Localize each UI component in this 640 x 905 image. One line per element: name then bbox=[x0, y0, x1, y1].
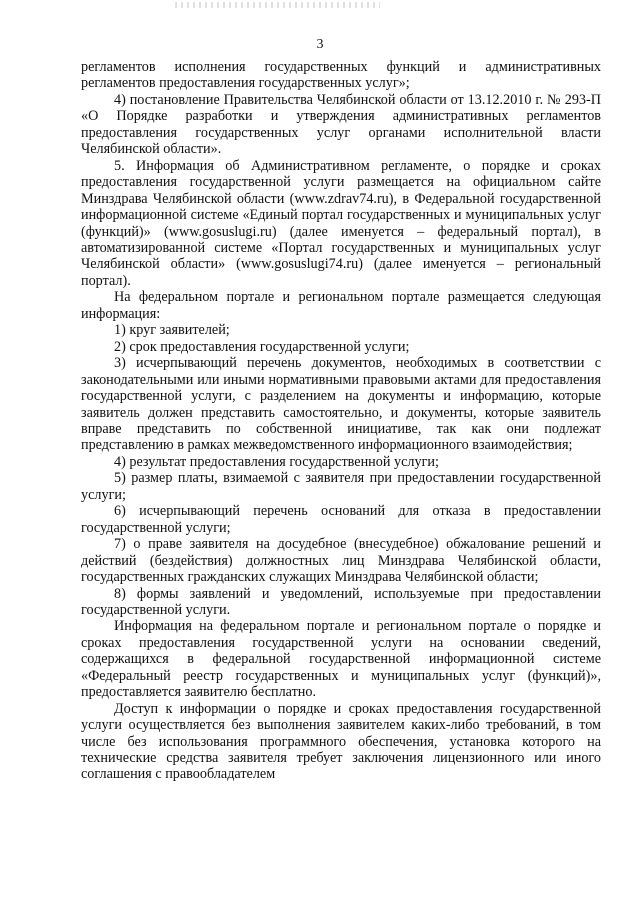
list-item: 6) исчерпывающий перечень оснований для отказа в предоставлении государственной услуги; bbox=[81, 503, 601, 536]
paragraph: Доступ к информации о порядке и сроках предоставления государственной услуги осуществляется без выполнения заявителем каких-либо требований, в том числе без использования программного обеспечения, установка которого на технические средства заявителя требует заключения лицензионного или иного соглашения с правообладателем bbox=[81, 700, 601, 783]
paragraph: На федеральном портале и региональном портале размещается следующая информация: bbox=[81, 289, 601, 322]
paragraph: 4) постановление Правительства Челябинской области от 13.12.2010 г. № 293-П «О Порядке разработки и утверждения административных регламентов предоставления государственных услуг органами исполнительной власти Челябинской области». bbox=[81, 91, 601, 158]
list-item: 7) о праве заявителя на досудебное (внесудебное) обжалование решений и действий (бездействия) должностных лиц Минздрава Челябинской области, государственных гражданских служащих Минздрава Челябинской области; bbox=[81, 536, 601, 586]
document-body bbox=[81, 59, 601, 783]
page-number: 3 bbox=[316, 37, 324, 52]
scan-artifact bbox=[175, 2, 380, 8]
list-item: 4) результат предоставления государственной услуги; bbox=[114, 453, 439, 470]
paragraph: Информация на федеральном портале и региональном портале о порядке и сроках предоставления государственной услуги на основании сведений, содержащихся в федеральной государственной информационной системе «Федеральный реестр государственных и муниципальных услуг (функций)», предоставляется заявителю бесплатно. bbox=[81, 618, 601, 701]
list-item: 8) формы заявлений и уведомлений, используемые при предоставлении государственной услуги. bbox=[81, 585, 601, 618]
list-item: 3) исчерпывающий перечень документов, необходимых в соответствии с законодательными или иными нормативными правовыми актами для предоставления государственной услуги, с разделением на документы и информацию, которые заявитель должен представить самостоятельно, и документы, которые заявитель вправе представить по собственной инициативе, так как они подлежат представлению в рамках межведомственного информационного взаимодействия; bbox=[81, 355, 601, 454]
paragraph: 5. Информация об Административном регламенте, о порядке и сроках предоставления государственной услуги размещается на официальном сайте Минздрава Челябинской области (www.zdrav74.ru), в Федеральной государственной информационной системе «Единый портал государственных и муниципальных услуг (функций)» (www.gosuslugi.ru) (далее именуется – федеральный портал), в автоматизированной системе «Портал государственных и муниципальных услуг Челябинской области» (www.gosuslugi74.ru) (далее именуется – региональный портал). bbox=[81, 157, 601, 289]
list-item: 1) круг заявителей; bbox=[114, 322, 230, 339]
paragraph: регламентов исполнения государственных функций и административных регламентов предоставления государственных услуг»; bbox=[81, 59, 601, 92]
list-item: 5) размер платы, взимаемой с заявителя при предоставлении государственной услуги; bbox=[81, 470, 601, 503]
list-item: 2) срок предоставления государственной услуги; bbox=[114, 338, 410, 355]
